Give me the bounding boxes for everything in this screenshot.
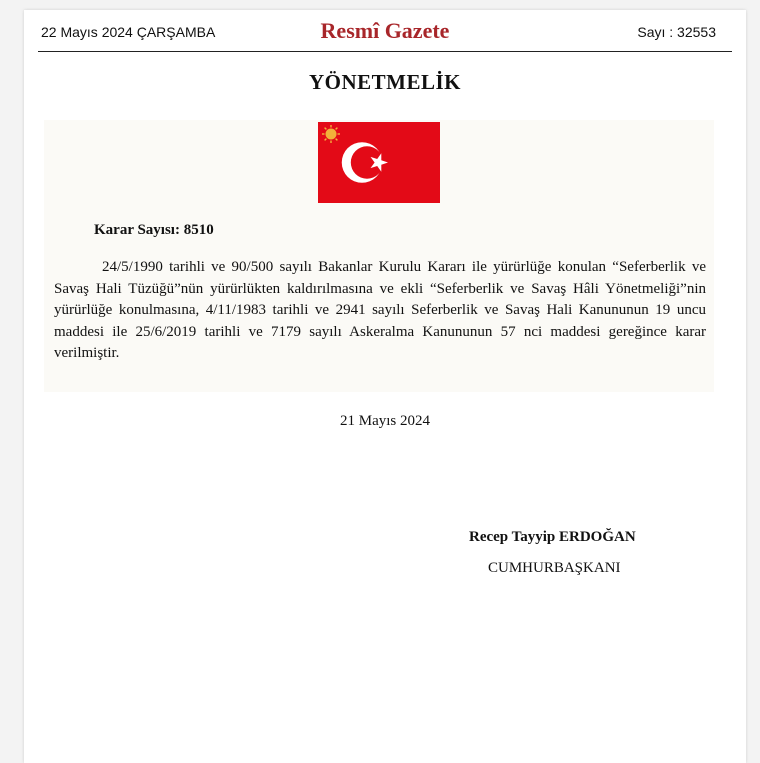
gazette-page (24, 10, 746, 763)
turkish-flag-icon (318, 122, 440, 203)
decree-number: Karar Sayısı: 8510 (94, 222, 214, 238)
signer-name: Recep Tayyip ERDOĞAN (469, 529, 636, 545)
signer-title: CUMHURBAŞKANI (488, 560, 621, 576)
publication-date: 22 Mayıs 2024 ÇARŞAMBA (41, 24, 216, 40)
publication-title: Resmî Gazete (320, 18, 450, 43)
header-divider (38, 51, 732, 52)
issue-number: Sayı : 32553 (637, 24, 716, 40)
decree-body: 24/5/1990 tarihli ve 90/500 sayılı Bakanlar Kurulu Kararı ile yürürlüğe konulan “Seferberlik ve Savaş Hali Tüzüğü”nün yürürlükten kaldırılmasına ve ekli “Seferberlik ve Savaş Hâli Yönetmeliği”nin yürürlüğe konulmasına, 4/11/1983 tarihli ve 2941 sayılı Seferberlik ve Savaş Hali Kanununun 19 uncu maddesi ile 25/6/2019 tarihli ve 7179 sayılı Askeralma Kanununun 57 nci maddesi gereğince karar verilmiştir. (54, 259, 706, 361)
decree-date: 21 Mayıs 2024 (340, 413, 430, 429)
section-title: YÖNETMELİK (308, 70, 462, 94)
gazette-header (24, 10, 746, 50)
